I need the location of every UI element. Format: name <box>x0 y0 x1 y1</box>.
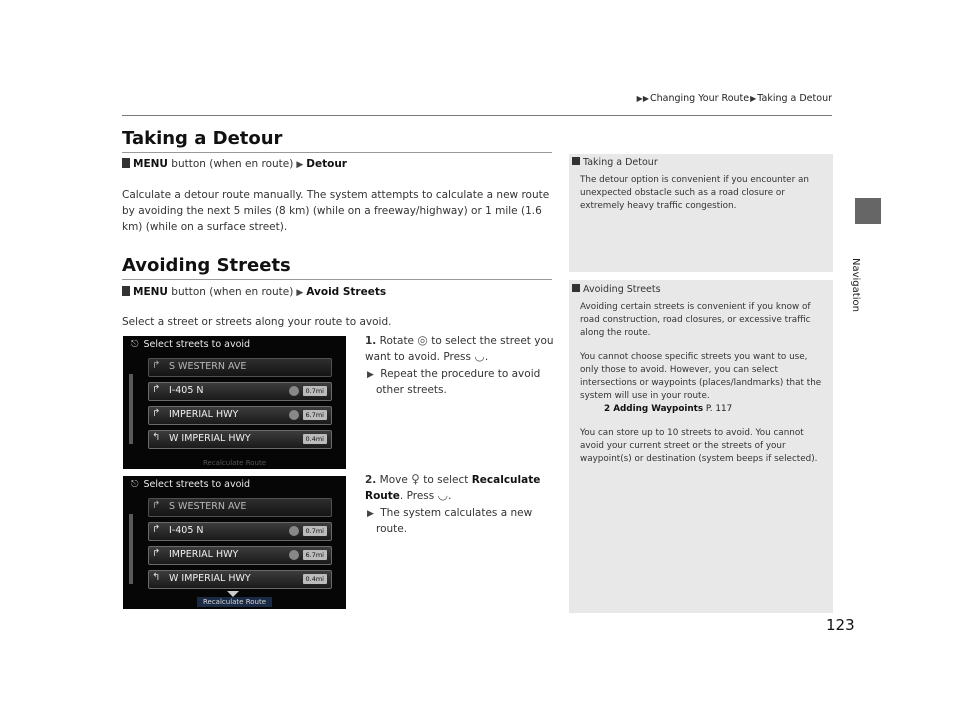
triangle-right-icon: ▶▶ <box>636 94 649 103</box>
note-title-avoid: Avoiding Streets <box>572 284 661 295</box>
press-dial-icon: ◡ <box>437 488 449 502</box>
turn-arrow-icon: ↱ <box>152 408 161 419</box>
list-item[interactable]: ↰ W IMPERIAL HWY 0.4mi <box>148 570 332 589</box>
voice-icon: ⎋ <box>131 339 139 350</box>
section-title-avoid: Avoiding Streets <box>122 255 291 276</box>
turn-arrow-icon: ↰ <box>152 572 161 583</box>
title-underline <box>122 279 552 280</box>
interface-dial-icon: ◎ <box>417 333 428 347</box>
list-item[interactable]: ↱ S WESTERN AVE <box>148 498 332 517</box>
scrollbar[interactable] <box>129 374 133 444</box>
turn-arrow-icon: ↱ <box>152 360 161 371</box>
list-item[interactable]: ↱ I-405 N 0.7mi <box>148 522 332 541</box>
hardware-button-icon <box>122 286 130 296</box>
turn-arrow-icon: ↱ <box>152 500 161 511</box>
step-1: 1. Rotate ◎ to select the street you want to avoid. Press ◡. ▶ Repeat the procedure to avoid other streets. <box>365 333 554 396</box>
menu-path-detour: MENU button (when en route) ▶ Detour <box>122 158 347 170</box>
list-item[interactable]: ↱ IMPERIAL HWY 6.7mi <box>148 406 332 425</box>
xref-icon: 2 <box>604 404 614 414</box>
screen-title: ⎋ Select streets to avoid <box>131 479 251 490</box>
info-icon[interactable] <box>289 550 299 560</box>
arrow-right-icon: ▶ <box>367 509 374 519</box>
section-tab-marker <box>855 198 881 224</box>
list-item[interactable]: ↱ S WESTERN AVE <box>148 358 332 377</box>
screen-title: ⎋ Select streets to avoid <box>131 339 251 350</box>
step-2: 2. Move ♀ to select Recalculate Route. Press ◡. ▶ The system calculates a new route. <box>365 472 541 535</box>
note-marker-icon <box>572 284 580 292</box>
info-icon[interactable] <box>289 386 299 396</box>
note-text-detour: The detour option is convenient if you encounter an unexpected obstacle such as a road closure or extremely heavy traffic congestion. <box>580 175 809 211</box>
turn-arrow-icon: ↰ <box>152 432 161 443</box>
arrow-right-icon: ▶ <box>367 370 374 380</box>
menu-path-avoid: MENU button (when en route) ▶ Avoid Streets <box>122 286 386 298</box>
arrow-right-icon: ▶ <box>296 160 304 170</box>
page-number: 123 <box>826 616 855 634</box>
note-marker-icon <box>572 157 580 165</box>
move-dial-icon: ♀ <box>411 472 420 486</box>
list-item[interactable]: ↱ I-405 N 0.7mi <box>148 382 332 401</box>
turn-arrow-icon: ↱ <box>152 384 161 395</box>
list-item[interactable]: ↰ W IMPERIAL HWY 0.4mi <box>148 430 332 449</box>
section-tab-label: Navigation <box>850 258 861 312</box>
note-title-detour: Taking a Detour <box>572 157 658 168</box>
cross-reference[interactable]: 2 Adding Waypoints P. 117 <box>604 404 733 414</box>
turn-arrow-icon: ↱ <box>152 524 161 535</box>
info-icon[interactable] <box>289 410 299 420</box>
voice-icon: ⎋ <box>131 479 139 490</box>
recalculate-route-button[interactable]: Recalculate Route <box>202 459 267 467</box>
breadcrumb <box>636 93 832 104</box>
triangle-right-icon: ▶ <box>750 94 757 103</box>
nav-screen-2 <box>123 476 346 609</box>
breadcrumb-item: Taking a Detour <box>757 93 832 104</box>
detour-description: Calculate a detour route manually. The system attempts to calculate a new route by avoiding the next 5 miles (8 km) (while on a freeway/highway) or 1 mile (1.6 km) (while on a surface street). <box>122 189 550 233</box>
turn-arrow-icon: ↱ <box>152 548 161 559</box>
note-text-avoid: Avoiding certain streets is convenient if you know of road construction, road closures, or excessive traffic along the route. You cannot choose specific streets you want to use, only those to avoid. However, you can select intersections or waypoints (places/landmarks) that the system will use in your route. 2 Adding Waypoints P. 117 You can store up to 10 streets to avoid. You cannot avoid your current street or the streets of your waypoint(s) or destination (system beeps if selected). <box>580 301 825 477</box>
scrollbar[interactable] <box>129 514 133 584</box>
title-underline <box>122 152 552 153</box>
note-panel-detour <box>569 154 833 272</box>
hardware-button-icon <box>122 158 130 168</box>
recalculate-route-button-selected[interactable]: Recalculate Route <box>123 597 346 607</box>
avoid-intro: Select a street or streets along your route to avoid. <box>122 316 392 328</box>
info-icon[interactable] <box>289 526 299 536</box>
arrow-right-icon: ▶ <box>296 288 304 298</box>
list-item[interactable]: ↱ IMPERIAL HWY 6.7mi <box>148 546 332 565</box>
section-title-detour: Taking a Detour <box>122 128 283 149</box>
press-dial-icon: ◡ <box>474 349 485 363</box>
header-rule <box>122 115 832 116</box>
breadcrumb-item: Changing Your Route <box>649 93 750 104</box>
nav-screen-1 <box>123 336 346 469</box>
